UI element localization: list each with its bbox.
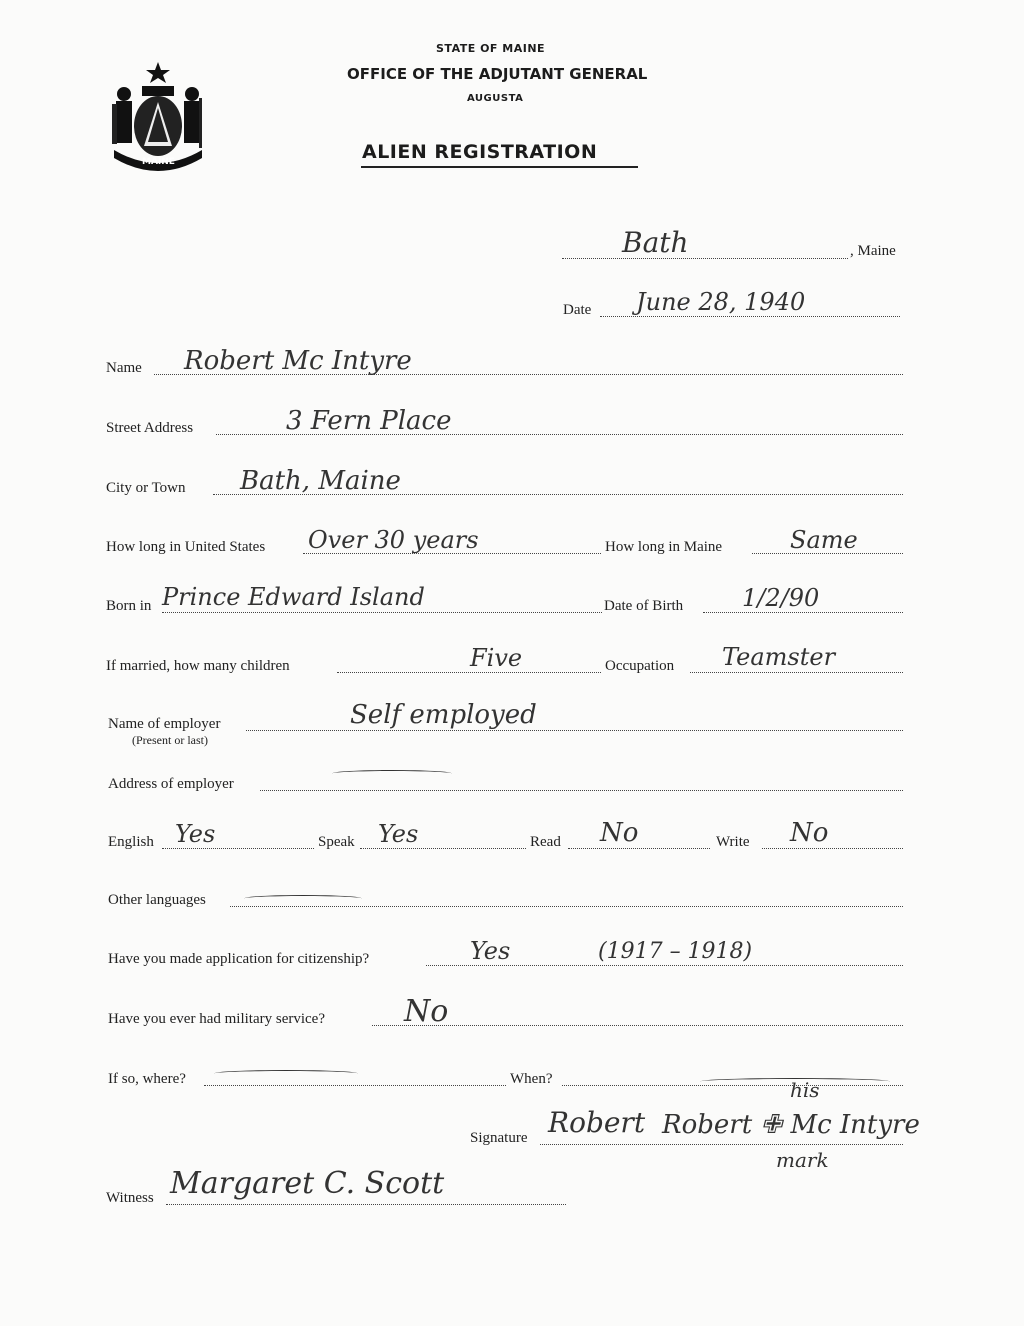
english-line [162, 848, 314, 849]
signature-label: Signature [470, 1130, 528, 1146]
citizenship-label: Have you made application for citizenship? [108, 951, 370, 967]
where-label: If so, where? [108, 1071, 186, 1087]
military-line [372, 1025, 903, 1026]
date-line [600, 316, 900, 317]
military-label: Have you ever had military service? [108, 1011, 325, 1027]
other-languages-line [230, 906, 903, 907]
witness-value: Margaret C. Scott [170, 1166, 445, 1201]
street-value: 3 Fern Place [286, 406, 452, 436]
employer-address-dash [332, 770, 452, 777]
witness-line [166, 1204, 566, 1205]
born-value: Prince Edward Island [162, 583, 425, 611]
write-label: Write [716, 834, 750, 850]
born-label: Born in [106, 598, 152, 614]
dob-label: Date of Birth [604, 598, 684, 614]
military-value: No [404, 994, 449, 1029]
employer-value: Self employed [350, 700, 537, 730]
place-value: Bath [622, 226, 689, 259]
dob-line [703, 612, 903, 613]
city-value: Bath, Maine [240, 466, 401, 496]
employer-line [246, 730, 903, 731]
children-value: Five [470, 644, 523, 672]
name-value: Robert Mc Intyre [184, 346, 412, 376]
state-seal [104, 58, 212, 178]
other-languages-dash [244, 895, 362, 902]
children-line [337, 672, 601, 673]
maine-long-value: Same [790, 526, 858, 554]
signature-line [540, 1144, 903, 1145]
where-line [204, 1085, 506, 1086]
place-line [562, 258, 848, 259]
read-line [568, 848, 710, 849]
title-underline [361, 166, 638, 168]
when-line [562, 1085, 903, 1086]
witness-label: Witness [106, 1190, 154, 1206]
signature-value: Robert [548, 1106, 646, 1139]
name-label: Name [106, 360, 142, 376]
employer-sublabel: (Present or last) [132, 733, 208, 747]
occupation-label: Occupation [605, 658, 675, 674]
speak-line [360, 848, 526, 849]
date-value: June 28, 1940 [636, 288, 806, 316]
form-title: ALIEN REGISTRATION [362, 141, 598, 163]
header-city: AUGUSTA [467, 93, 524, 104]
date-label: Date [563, 302, 592, 318]
english-label: English [108, 834, 154, 850]
us-long-value: Over 30 years [308, 526, 479, 554]
us-long-label: How long in United States [106, 539, 266, 555]
read-label: Read [530, 834, 561, 850]
citizenship-line [426, 965, 903, 966]
seal-banner-text: MAINE [142, 157, 175, 167]
write-line [762, 848, 903, 849]
employer-label: Name of employer [108, 716, 221, 732]
place-suffix: , Maine [850, 243, 896, 259]
occupation-line [690, 672, 903, 673]
write-value: No [790, 818, 829, 848]
maine-long-label: How long in Maine [605, 539, 723, 555]
citizenship-value: Yes [470, 937, 511, 965]
where-dash [214, 1070, 358, 1077]
speak-value: Yes [378, 820, 419, 848]
city-label: City or Town [106, 480, 186, 496]
children-label: If married, how many children [106, 658, 290, 674]
employer-address-label: Address of employer [108, 776, 234, 792]
other-languages-label: Other languages [108, 892, 206, 908]
signature-mark-below: mark [776, 1148, 829, 1172]
read-value: No [600, 818, 639, 848]
english-value: Yes [175, 820, 216, 848]
header-office: OFFICE OF THE ADJUTANT GENERAL [347, 65, 648, 83]
signature-signer: Robert ✙ Mc Intyre [662, 1110, 920, 1140]
street-label: Street Address [106, 420, 194, 436]
occupation-value: Teamster [722, 643, 836, 671]
signature-mark-above: his [790, 1078, 820, 1102]
citizenship-years: (1917 – 1918) [598, 939, 753, 964]
born-line [162, 612, 602, 613]
employer-address-line [260, 790, 903, 791]
when-label: When? [510, 1071, 553, 1087]
speak-label: Speak [318, 834, 355, 850]
header-state: STATE OF MAINE [436, 42, 546, 55]
dob-value: 1/2/90 [742, 584, 820, 612]
